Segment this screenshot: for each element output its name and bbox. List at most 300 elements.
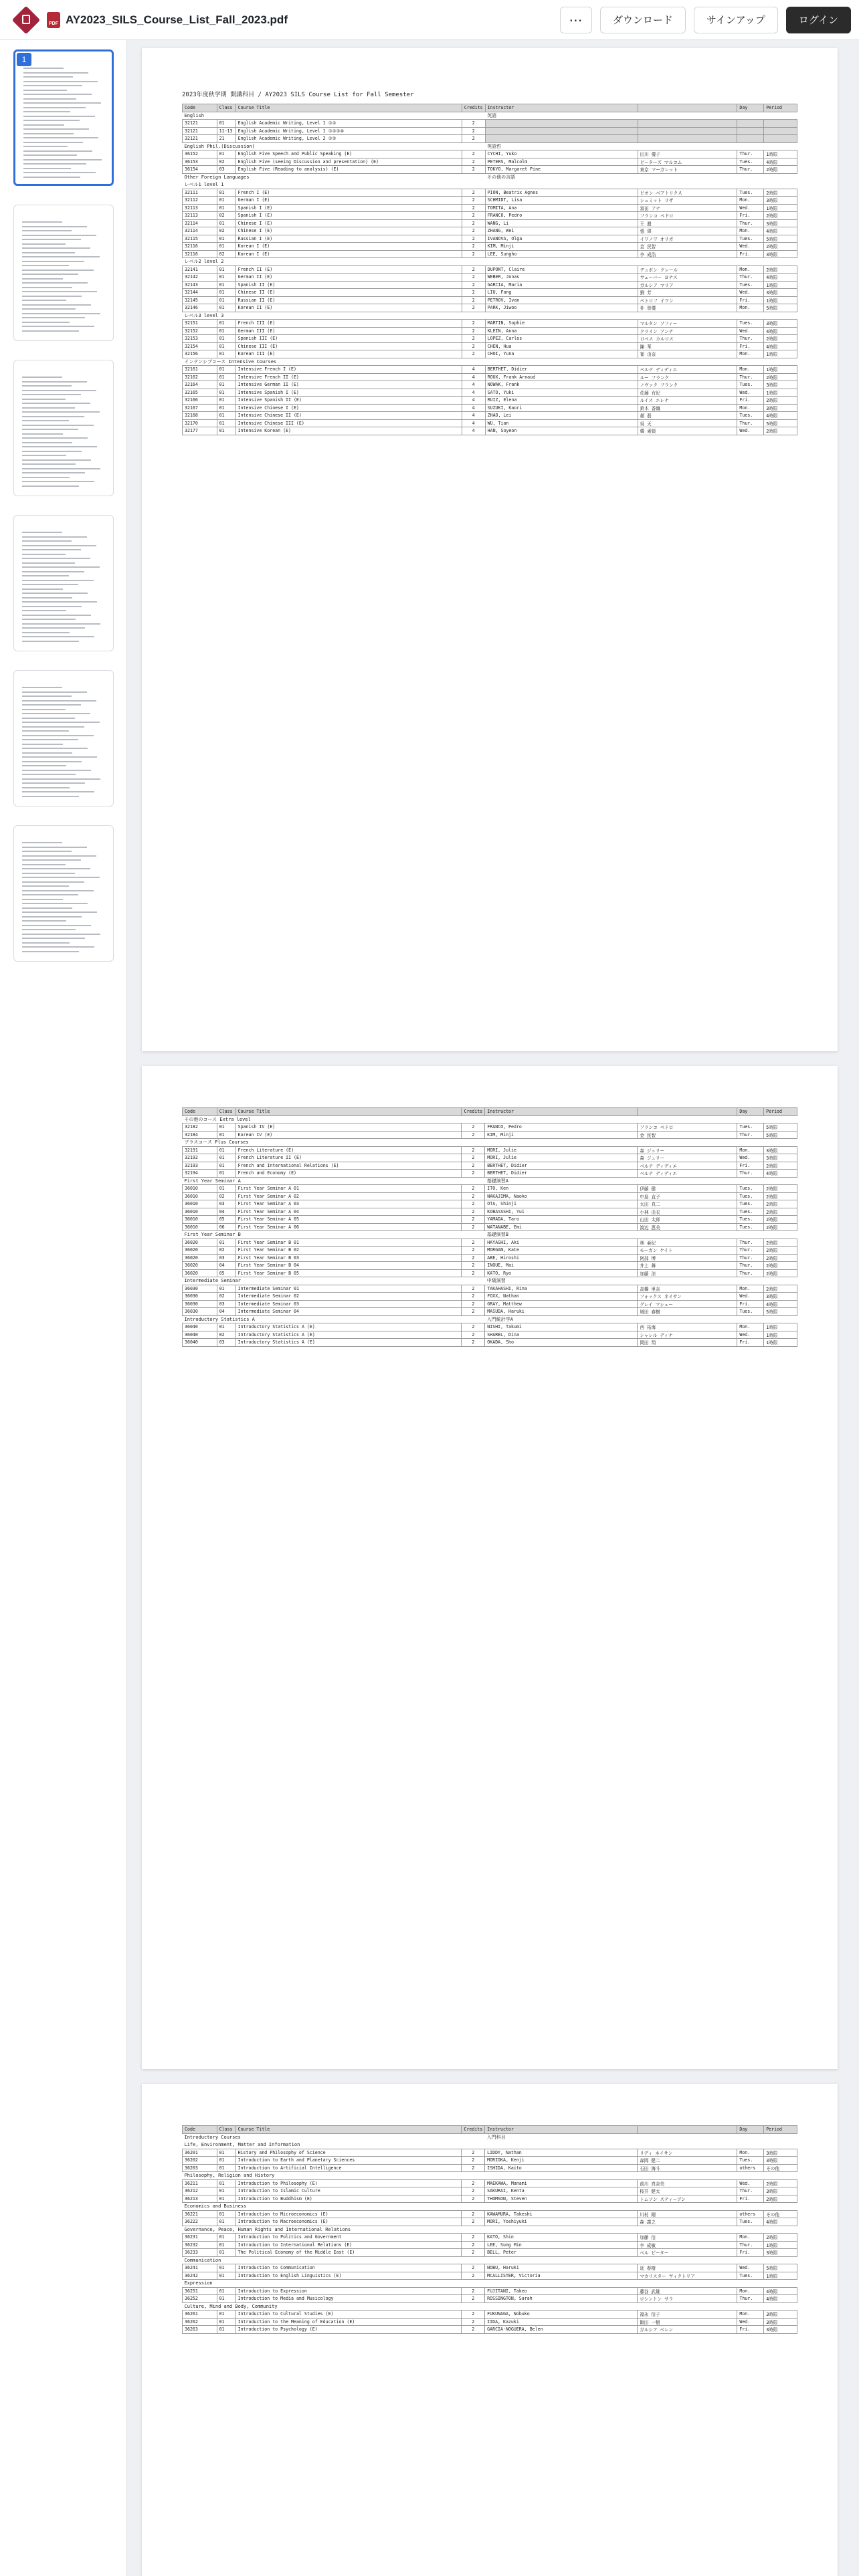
table-cell: 2: [462, 1323, 485, 1331]
thumbnail-text-line: [22, 433, 63, 435]
table-cell: Introduction to Cultural Studies (E): [235, 2311, 462, 2319]
table-row: [183, 197, 797, 205]
table-cell: 2: [462, 2249, 485, 2257]
table-cell: 01: [217, 1239, 235, 1247]
table-cell: モーガン ケイト: [638, 1247, 737, 1255]
table-cell: 32114: [183, 227, 217, 235]
table-cell: French and Economy (E): [235, 1170, 462, 1178]
table-cell: 田川 優子: [638, 150, 737, 158]
table-cell: 2時限: [764, 1285, 797, 1293]
table-cell: Wed.: [737, 243, 764, 251]
table-cell: 2: [462, 150, 485, 158]
thumbnail-text-line: [23, 72, 88, 74]
thumbnail-text-line: [23, 116, 95, 117]
table-cell: 2: [462, 158, 485, 166]
column-header: [638, 104, 737, 112]
table-cell: 前川 真奈美: [638, 2179, 737, 2187]
table-cell: 森 義之: [638, 2218, 737, 2226]
thumbnail-text-line: [22, 243, 66, 245]
table-cell: [485, 127, 638, 135]
table-cell: 01: [217, 197, 235, 205]
table-cell: Thur.: [737, 335, 764, 343]
table-cell: INOUE, Mai: [485, 1262, 638, 1270]
table-cell: Tues.: [737, 2272, 764, 2280]
page-thumbnail[interactable]: [13, 670, 114, 807]
table-cell: 石田 海斗: [638, 2164, 737, 2172]
thumbnail-text-line: [23, 81, 98, 82]
table-cell: Korean II (E): [235, 304, 462, 312]
table-cell: 01: [217, 1162, 235, 1170]
table-cell: ベルテ ディディエ: [638, 1170, 737, 1178]
table-cell: 32191: [183, 1146, 217, 1154]
table-cell: 01: [217, 1154, 235, 1162]
table-cell: トムソン スティーブン: [638, 2195, 737, 2203]
table-cell: 2: [462, 235, 485, 243]
table-cell: 2時限: [764, 1185, 797, 1193]
table-cell: WEBER, Jonas: [485, 274, 638, 282]
table-cell: 1時限: [764, 204, 797, 212]
table-row: [183, 1146, 797, 1154]
page-thumbnail[interactable]: [13, 360, 114, 496]
table-cell: 1時限: [764, 296, 797, 304]
table-row: [183, 342, 797, 350]
table-cell: 2時限: [764, 1200, 797, 1208]
table-cell: CHEN, Hua: [485, 342, 638, 350]
table-row: [183, 2295, 797, 2303]
table-row: [183, 381, 797, 389]
table-cell: Tues.: [737, 1223, 764, 1231]
table-cell: DUPONT, Claire: [485, 265, 638, 274]
section-heading: レベル3 level 3: [184, 312, 224, 318]
table-cell: Introduction to Islamic Culture: [235, 2187, 462, 2195]
table-cell: その他: [764, 2164, 797, 2172]
table-cell: Intensive Spanish II (E): [235, 397, 462, 405]
thumbnail-text-line: [22, 390, 96, 391]
table-cell: 4: [462, 366, 485, 374]
page-thumbnail[interactable]: [13, 825, 114, 962]
table-cell: 加藤 涼: [638, 1269, 737, 1277]
table-cell: 5時限: [764, 1123, 797, 1132]
table-row: [183, 1131, 797, 1139]
table-row: [183, 1192, 797, 1200]
thumbnail-text-line: [22, 770, 91, 771]
table-cell: 02: [217, 250, 235, 258]
table-cell: Thur.: [737, 1262, 764, 1270]
thumbnail-text-line: [22, 545, 96, 546]
table-cell: French III (E): [235, 320, 462, 328]
table-cell: 2: [462, 2234, 485, 2242]
table-cell: Wed.: [737, 1293, 764, 1301]
table-cell: 36202: [183, 2157, 217, 2165]
thumbnail-text-line: [22, 744, 63, 745]
table-cell: 01: [217, 2326, 235, 2334]
thumbnail-text-line: [22, 619, 76, 620]
table-row: [183, 2234, 797, 2242]
table-cell: Thur.: [737, 419, 764, 427]
table-cell: 2時限: [764, 265, 797, 274]
table-cell: 36211: [183, 2179, 217, 2187]
table-cell: CHOI, Yuna: [485, 350, 638, 358]
table-cell: 2: [462, 274, 485, 282]
table-row: [183, 2272, 797, 2280]
table-cell: Chinese I (E): [235, 219, 462, 227]
table-cell: 32121: [183, 135, 217, 143]
thumbnail-text-line: [23, 85, 82, 86]
table-row: [183, 1308, 797, 1316]
table-cell: Thur.: [737, 1269, 764, 1277]
table-cell: 2: [462, 289, 485, 297]
thumbnail-text-line: [23, 128, 89, 130]
table-cell: 2: [462, 1185, 485, 1193]
table-cell: NOBU, Haruki: [485, 2264, 638, 2272]
table-cell: ロシントン サラ: [638, 2295, 737, 2303]
table-row: [183, 120, 797, 128]
table-cell: Tues.: [737, 281, 764, 289]
table-cell: 韓 素媛: [638, 427, 737, 435]
table-row: [183, 204, 797, 212]
table-cell: 32170: [183, 419, 217, 427]
table-cell: 01: [217, 419, 235, 427]
table-cell: 5時限: [764, 1131, 797, 1139]
thumbnail-text-line: [22, 416, 84, 417]
table-cell: HAYASHI, Aki: [485, 1239, 638, 1247]
table-cell: 3時限: [764, 1154, 797, 1162]
table-cell: 36154: [183, 166, 217, 174]
table-cell: 03: [217, 166, 235, 174]
table-cell: Fri.: [737, 212, 764, 220]
table-cell: 03: [217, 1254, 235, 1262]
table-cell: 2: [462, 250, 485, 258]
table-cell: 1時限: [764, 1331, 797, 1339]
table-row: [183, 412, 797, 420]
table-cell: ZHAO, Lei: [485, 412, 638, 420]
table-cell: ZHANG, Wei: [485, 227, 638, 235]
table-cell: 01: [217, 204, 235, 212]
table-cell: 2: [462, 1262, 485, 1270]
table-cell: 1時限: [764, 366, 797, 374]
thumbnail-text-line: [22, 330, 79, 332]
column-header: Course Title: [235, 2126, 462, 2134]
table-row: [183, 265, 797, 274]
table-cell: GARCIA-NOGUERA, Belen: [485, 2326, 638, 2334]
thumbnail-text-line: [22, 868, 90, 869]
thumbnail-text-line: [22, 394, 81, 395]
section-heading: Philosophy, Religion and History: [184, 2173, 275, 2179]
table-cell: 1時限: [764, 1339, 797, 1347]
section-heading: Economics and Business: [184, 2204, 247, 2210]
table-cell: First Year Seminar A 05: [235, 1216, 462, 1224]
table-cell: 3時限: [764, 2149, 797, 2157]
table-cell: Tues.: [737, 1185, 764, 1193]
table-cell: 2: [462, 197, 485, 205]
column-header: Code: [183, 2126, 217, 2134]
table-cell: 2時限: [764, 189, 797, 197]
thumbnail-text-line: [22, 916, 82, 918]
table-cell: 太田 真二: [638, 1200, 737, 1208]
table-cell: 森岡 健二: [638, 2157, 737, 2165]
table-cell: 山田 太郎: [638, 1216, 737, 1224]
table-cell: 01: [217, 1323, 235, 1331]
table-cell: Korean III (E): [235, 350, 462, 358]
table-cell: 1時限: [764, 2272, 797, 2280]
table-row: [183, 2326, 797, 2334]
table-cell: First Year Seminar B 01: [235, 1239, 462, 1247]
table-row: [183, 1223, 797, 1231]
table-cell: 04: [217, 1262, 235, 1270]
table-cell: Wed.: [737, 389, 764, 397]
table-cell: 36221: [183, 2210, 217, 2218]
table-cell: デュポン クレール: [638, 265, 737, 274]
table-cell: 2: [462, 120, 485, 128]
table-cell: 21: [217, 135, 235, 143]
thumbnail-text-line: [22, 481, 94, 482]
table-cell: WU, Tian: [485, 419, 638, 427]
table-cell: 36153: [183, 158, 217, 166]
thumbnail-text-line: [22, 377, 62, 378]
table-cell: 32112: [183, 197, 217, 205]
page-thumbnail[interactable]: [13, 205, 114, 341]
table-row: [183, 235, 797, 243]
column-header: Day: [737, 2126, 764, 2134]
table-cell: Tues.: [737, 320, 764, 328]
thumbnail-text-line: [23, 159, 102, 160]
table-cell: 2時限: [764, 166, 797, 174]
table-cell: 32167: [183, 404, 217, 412]
app-logo[interactable]: [12, 6, 40, 34]
table-cell: 2時限: [764, 373, 797, 381]
thumbnail-text-line: [22, 407, 75, 409]
table-cell: 32115: [183, 235, 217, 243]
thumbnail-text-line: [23, 150, 92, 152]
table-cell: 2: [462, 2164, 485, 2172]
table-cell: Wed.: [737, 1154, 764, 1162]
table-cell: ピオン ベアトリクス: [638, 189, 737, 197]
table-cell: KLEIN, Anna: [485, 327, 638, 335]
table-cell: 3時限: [764, 2318, 797, 2326]
thumbnail-text-line: [22, 239, 81, 240]
more-options-button[interactable]: ⋯: [560, 7, 592, 33]
thumbnail-text-line: [22, 748, 88, 749]
table-cell: 崔 由奈: [638, 350, 737, 358]
table-row: [183, 281, 797, 289]
thumbnail-text-line: [22, 851, 72, 852]
table-cell: Chinese III (E): [235, 342, 462, 350]
table-cell: [485, 120, 638, 128]
table-cell: MASUDA, Haruki: [485, 1308, 638, 1316]
table-cell: 劉 芳: [638, 289, 737, 297]
thumbnail-text-line: [22, 709, 66, 710]
table-cell: 4時限: [764, 2295, 797, 2303]
table-row: [183, 1170, 797, 1178]
thumbnail-text-line: [22, 796, 79, 797]
table-cell: English Five Speech and Public Speaking (E): [235, 150, 462, 158]
column-header: Instructor: [485, 104, 638, 112]
table-cell: 2時限: [764, 335, 797, 343]
table-cell: 01: [217, 2295, 235, 2303]
column-header: Credits: [462, 1108, 485, 1116]
table-cell: 01: [217, 2311, 235, 2319]
table-cell: MORI, Yoshiyuki: [485, 2218, 638, 2226]
table-cell: 3時限: [764, 2311, 797, 2319]
column-header: Class: [217, 1108, 235, 1116]
table-cell: 01: [217, 381, 235, 389]
table-cell: 01: [217, 412, 235, 420]
table-cell: Introduction to Microeconomics (E): [235, 2210, 462, 2218]
table-cell: 32168: [183, 412, 217, 420]
table-cell: 36030: [183, 1300, 217, 1308]
table-cell: 01: [217, 274, 235, 282]
table-cell: 佐藤 有紀: [638, 389, 737, 397]
table-cell: 2: [462, 1254, 485, 1262]
table-cell: フランコ ペドロ: [638, 212, 737, 220]
table-cell: 2: [462, 2179, 485, 2187]
table-cell: BERTHET, Didier: [485, 1170, 638, 1178]
thumbnail-text-line: [22, 549, 81, 550]
table-cell: 36030: [183, 1293, 217, 1301]
table-cell: PETROV, Ivan: [485, 296, 638, 304]
table-cell: 03: [217, 1300, 235, 1308]
table-cell: IVANOVA, Olga: [485, 235, 638, 243]
section-heading: Expression: [184, 2280, 213, 2286]
table-cell: ピーターズ マルコム: [638, 158, 737, 166]
table-cell: 36030: [183, 1308, 217, 1316]
thumbnail-text-line: [22, 907, 72, 909]
table-cell: English Five (Reading to analysis) (E): [235, 166, 462, 174]
table-cell: CYCHI, Yuko: [485, 150, 638, 158]
table-cell: GARCIA, Maria: [485, 281, 638, 289]
table-cell: French Literature II (E): [235, 1154, 462, 1162]
table-cell: 02: [217, 1247, 235, 1255]
table-row: [183, 2179, 797, 2187]
table-cell: 02: [217, 158, 235, 166]
thumbnail-text-line: [22, 847, 87, 848]
table-cell: 2: [462, 1269, 485, 1277]
thumbnail-text-line: [23, 76, 73, 78]
table-cell: [737, 135, 764, 143]
table-cell: 3時限: [764, 404, 797, 412]
download-button[interactable]: ダウンロード: [600, 7, 686, 33]
table-cell: 32144: [183, 289, 217, 297]
top-bar: [0, 0, 859, 40]
table-row: [183, 2249, 797, 2257]
pdf-viewer[interactable]: [127, 40, 859, 2576]
table-cell: 2: [462, 265, 485, 274]
table-row: [183, 1123, 797, 1132]
thumbnail-text-line: [22, 761, 82, 762]
table-cell: 2: [462, 189, 485, 197]
table-cell: 川村 剛: [638, 2210, 737, 2218]
table-row: [183, 1323, 797, 1331]
section-heading: プラスコース Plus Courses: [184, 1140, 249, 1146]
table-row: [183, 158, 797, 166]
thumbnail-text-line: [22, 562, 75, 564]
table-cell: 01: [217, 335, 235, 343]
table-cell: Intensive Chinese II (E): [235, 412, 462, 420]
table-cell: その他: [764, 2210, 797, 2218]
thumbnail-text-line: [22, 446, 97, 447]
table-cell: 4時限: [764, 1170, 797, 1178]
thumbnail-text-line: [22, 601, 97, 603]
table-cell: ISHIDA, Kaito: [485, 2164, 638, 2172]
table-cell: Introduction to Philosophy (E): [235, 2179, 462, 2187]
table-cell: Intermediate Seminar 03: [235, 1300, 462, 1308]
table-cell: 01: [217, 281, 235, 289]
table-cell: History and Philosophy of Science: [235, 2149, 462, 2157]
table-cell: 阿部 博: [638, 1254, 737, 1262]
table-row: [183, 1285, 797, 1293]
column-header: Class: [217, 2126, 235, 2134]
table-cell: MARTIN, Sophie: [485, 320, 638, 328]
table-cell: French Literature (E): [235, 1146, 462, 1154]
table-cell: FUKUNAGA, Nobuko: [485, 2311, 638, 2319]
table-cell: フランコ ペドロ: [638, 1123, 737, 1132]
signup-button[interactable]: サインアップ: [694, 7, 778, 33]
table-cell: 5時限: [764, 419, 797, 427]
table-cell: 01: [217, 289, 235, 297]
table-cell: Tues.: [737, 158, 764, 166]
table-cell: SCHMIDT, Lisa: [485, 197, 638, 205]
table-row: [183, 274, 797, 282]
page-thumbnail[interactable]: [13, 49, 114, 186]
table-cell: Intensive Spanish I (E): [235, 389, 462, 397]
thumbnail-text-line: [22, 265, 69, 266]
thumbnail-text-line: [23, 102, 101, 104]
table-cell: 2: [462, 327, 485, 335]
thumbnail-text-line: [22, 632, 70, 633]
thumbnail-text-line: [22, 437, 88, 439]
table-row: [183, 1262, 797, 1270]
table-cell: 2: [462, 296, 485, 304]
page-thumbnail[interactable]: [13, 515, 114, 651]
table-cell: FRANCO, Pedro: [485, 212, 638, 220]
table-cell: 36251: [183, 2287, 217, 2295]
table-cell: 02: [217, 1331, 235, 1339]
table-cell: Wed.: [737, 2318, 764, 2326]
table-cell: 36231: [183, 2234, 217, 2242]
table-cell: SAKURAI, Kenta: [485, 2187, 638, 2195]
table-row: [183, 397, 797, 405]
table-cell: 36020: [183, 1254, 217, 1262]
table-cell: 森 ジュリー: [638, 1154, 737, 1162]
table-cell: Mon.: [737, 1146, 764, 1154]
table-cell: 3時限: [764, 197, 797, 205]
table-cell: 05: [217, 1216, 235, 1224]
table-cell: Tues.: [737, 1216, 764, 1224]
thumbnail-text-line: [22, 782, 85, 784]
thumbnail-text-line: [22, 385, 72, 387]
table-cell: [638, 120, 737, 128]
table-cell: KIM, Minji: [485, 243, 638, 251]
document-title: AY2023_SILS_Course_List_Fall_2023.pdf: [66, 13, 288, 26]
table-cell: Wed.: [737, 2179, 764, 2187]
pdf-page: [142, 1066, 838, 2069]
thumbnail-text-line: [22, 873, 75, 874]
thumbnail-text-line: [23, 98, 76, 100]
table-cell: 3時限: [764, 2157, 797, 2165]
table-cell: 4時限: [764, 342, 797, 350]
table-cell: 01: [217, 366, 235, 374]
table-cell: LEE, Sung Min: [485, 2241, 638, 2249]
table-cell: First Year Seminar A 03: [235, 1200, 462, 1208]
table-cell: 2時限: [764, 1223, 797, 1231]
table-cell: 32153: [183, 335, 217, 343]
thumbnail-text-line: [22, 270, 94, 271]
login-button[interactable]: ログイン: [786, 7, 851, 33]
table-row: [183, 1293, 797, 1301]
table-cell: 渡辺 恵美: [638, 1223, 737, 1231]
table-cell: Intensive French II (E): [235, 373, 462, 381]
table-cell: 36261: [183, 2311, 217, 2319]
